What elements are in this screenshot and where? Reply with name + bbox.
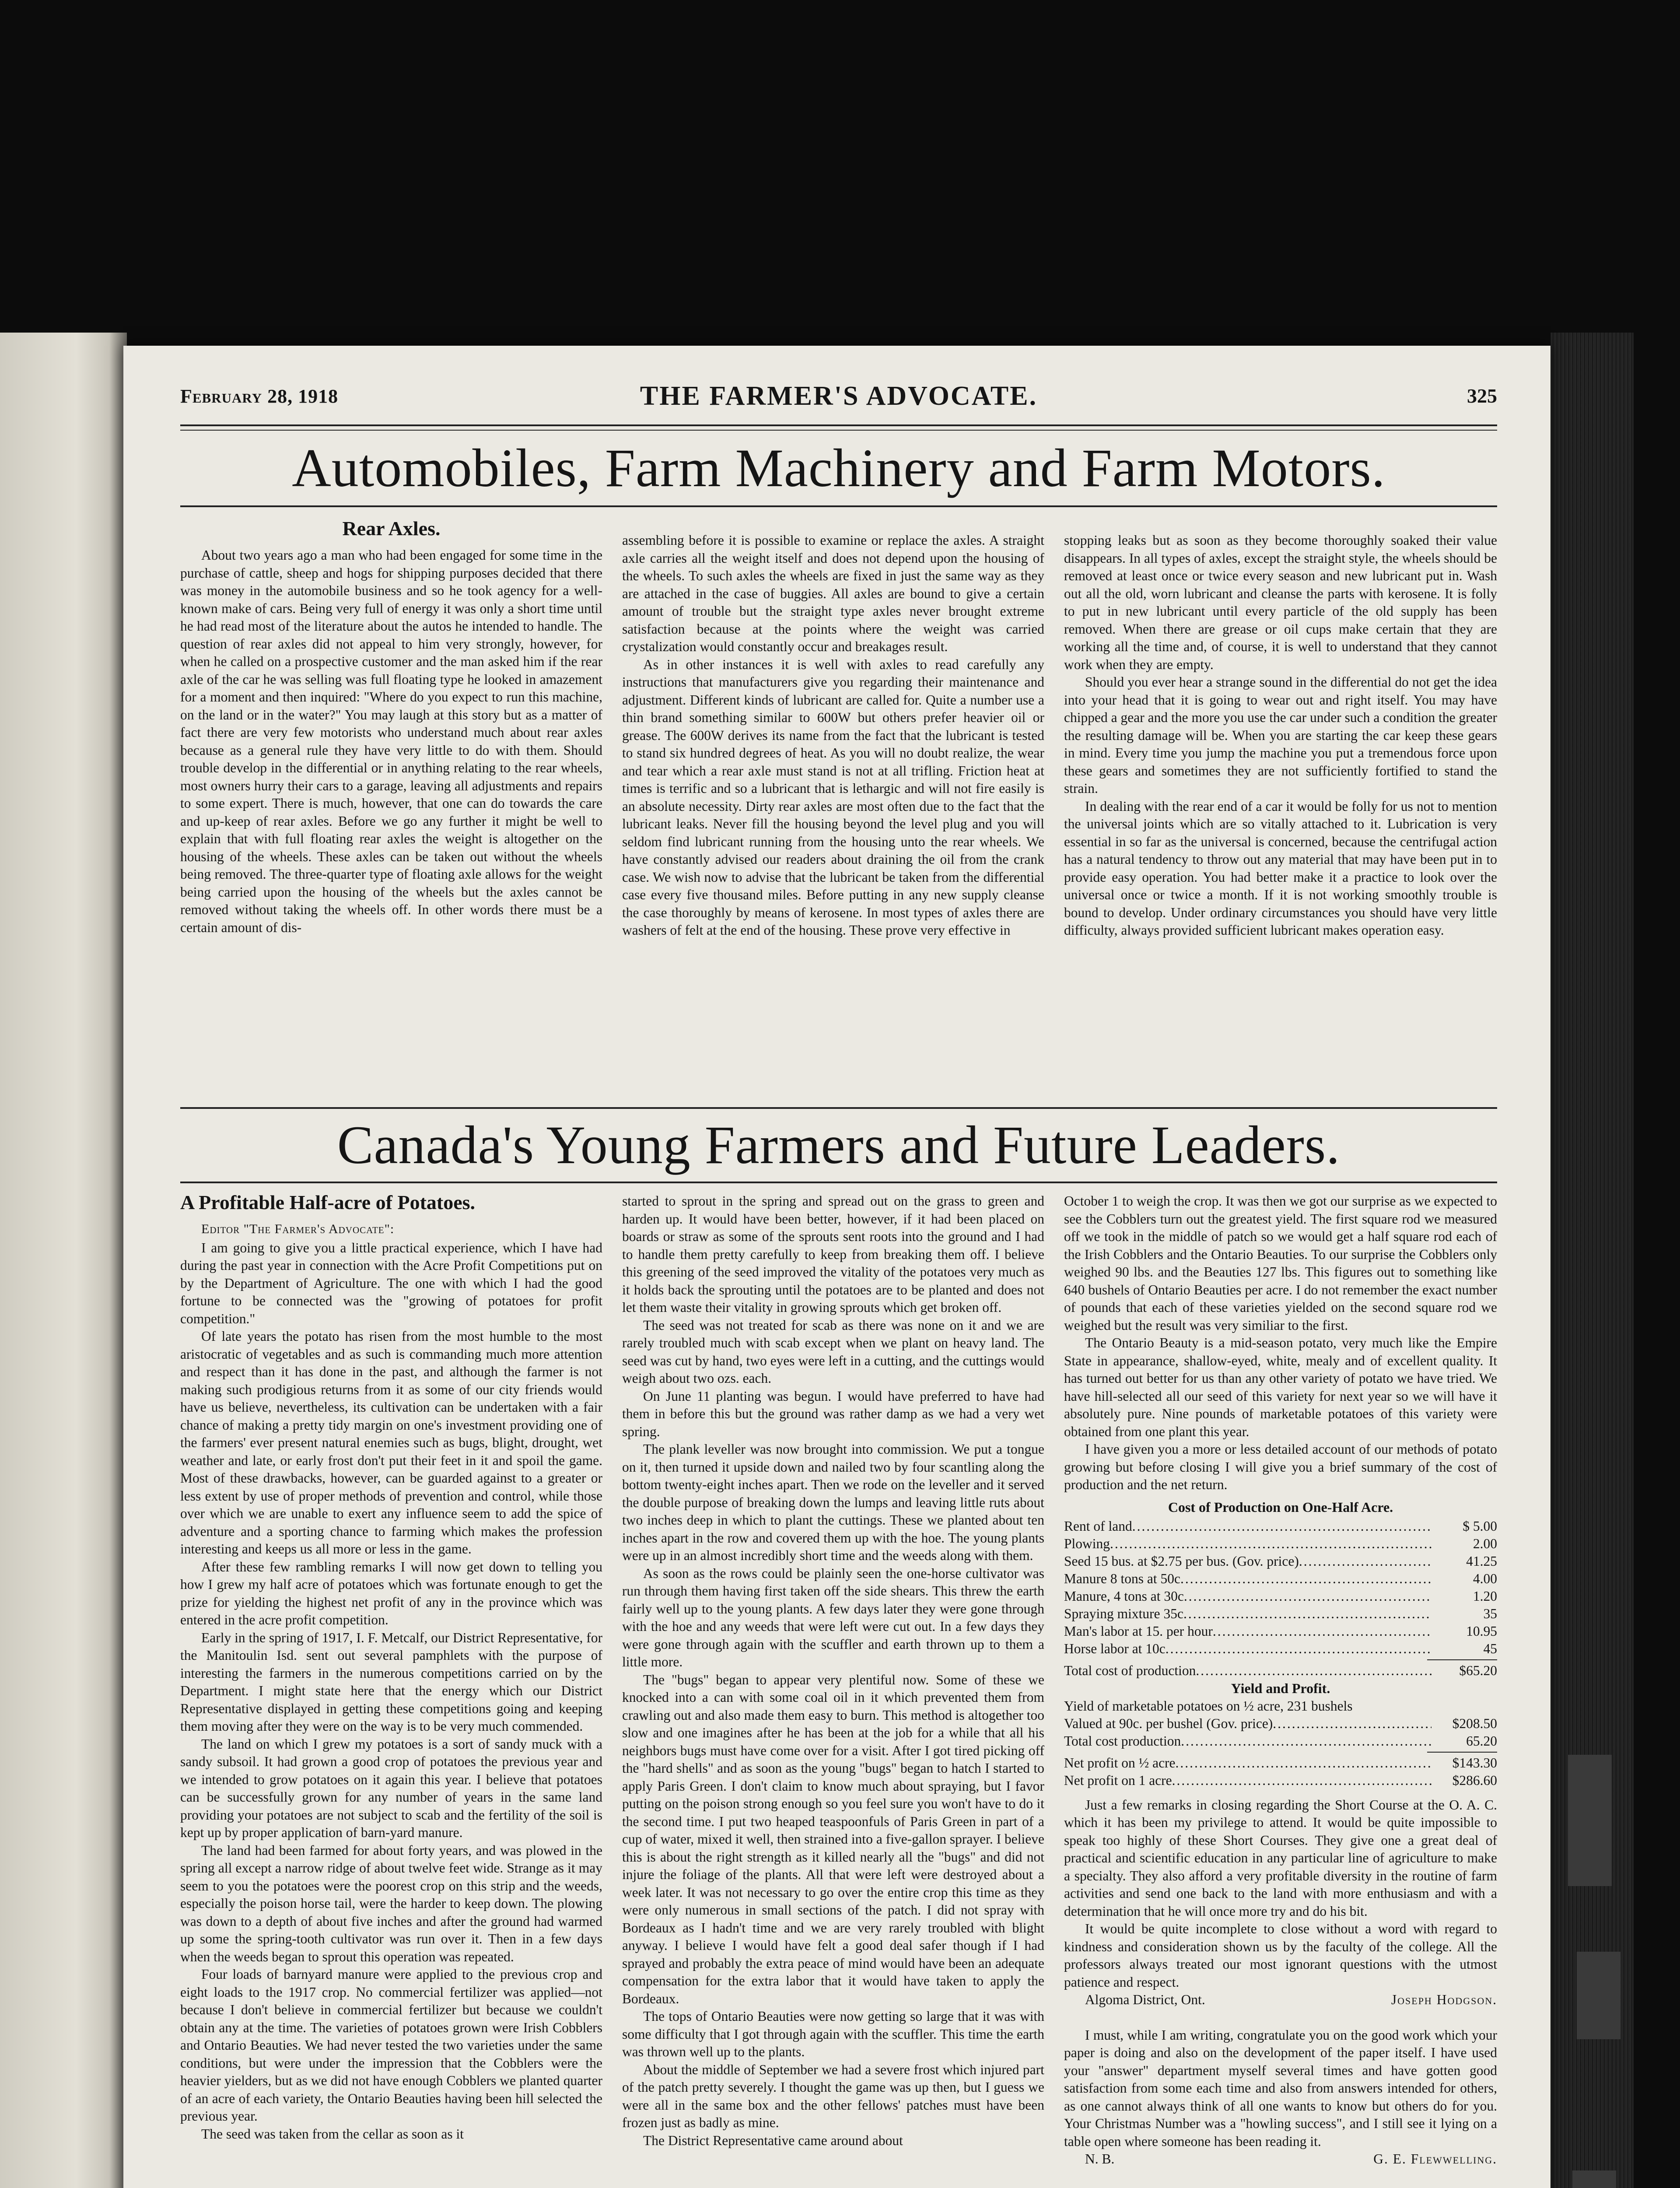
paragraph: Four loads of barnyard manure were applied to the previous crop and eight loads to the 1917 crop. No commercial fertilizer was applied—not because I don't believe in commercial fertilizer but because we couldn't obtain any at the time. The varieties of potatoes grown were Irish Cobblers and Ontario Beauties. We had never tested the two varieties under the same conditions, but were under the impression that the Cobblers were the heavier yielders, but as we did not have enough Cobblers we planted quarter of an acre of each variety, the Ontario Beauties having been hill selected the previous year. <box>180 1967 602 2124</box>
running-head <box>180 381 1497 416</box>
page-number: 325 <box>1467 385 1497 407</box>
cost-row: Seed 15 bus. at $2.75 per bus. (Gov. price) ..... 41.25 <box>1064 1553 1497 1570</box>
paragraph: stopping leaks but as soon as they become thoroughly soaked their value disappears. In all types of axles, except the straight style, the wheels should be removed at least once or twice every season and new lubricant put in. Wash out all the old, worn lubricant and cleanse the parts with kerosene. It is folly to put in new lubricant until every particle of the old supply has been removed. When there are grease or oil cups make certain that they are working all the time and, of course, it is well to understand that they cannot work when they are empty. <box>1064 533 1497 672</box>
magazine-page <box>123 346 1550 2188</box>
paragraph: started to sprout in the spring and spread out on the grass to green and harden up. It would have been better, however, if it had been placed on boards or straw as some of the sprouts sent roots into the ground and I had to handle them pretty carefully to keep from breaking them off. I believe this greening of the seed improved the vitality of the potatoes very much as it holds back the sprouting until the potatoes are to be planted and does not let them waste their vitality in growing sprouts which get broken off. <box>622 1193 1044 1315</box>
cost-row: Rent of land ..... $ 5.00 <box>1064 1518 1497 1535</box>
profit-row: Net profit on ½ acre ..... $143.30 <box>1064 1754 1497 1772</box>
article-potatoes-col-3 <box>1064 1192 1497 2168</box>
paragraph: The Ontario Beauty is a mid-season potato, very much like the Empire State in appearance, shallow-eyed, white, mealy and of excellent quality. It has turned out better for us than any other variety of potato we have tried. We have hill-selected all our seed of this variety for next year so we will have it absolutely pure. Nine pounds of marketable potatoes of this variety were obtained from one plant this year. <box>1064 1335 1497 1439</box>
editor-salutation: Editor "The Farmer's Advocate": <box>201 1222 395 1236</box>
cost-table <box>1064 1518 1497 1789</box>
article-rear-axles-col-1 <box>180 514 602 936</box>
article-title: Rear Axles. <box>342 517 441 540</box>
paragraph: The seed was taken from the cellar as soon as it <box>201 2126 464 2142</box>
paragraph: The land had been farmed for about forty years, and was plowed in the spring all except a narrow ridge of about twelve feet wide. Strange as it may seem to you the potatoes were the poorest crop on this strip and the weeds, especially the poison horse tail, were the harder to keep down. The plowing was down to a depth of about five inches and after the ground had warmed up some the spring-tooth cultivator was run over it. Then in a few days when the weeds began to sprout this operation was repeated. <box>180 1842 602 1964</box>
paragraph: The "bugs" began to appear very plentiful now. Some of these we knocked into a can with some coal oil in it which prevented them from crawling out and also made them easy to burn. This method is altogether too slow and one imagines after he has been at the job for a while that all his neighbors bugs must have come over for a visit. After I got tired picking off the "hard shells" and as soon as the young "bugs" began to hatch I started to apply Paris Green. I don't claim to know much about spraying, but I favor putting on the poison strong enough so you feel sure you won't have to do it the second time. I put two heaped teaspoonfuls of Paris Green in part of a cup of water, mixed it well, then strained into a five-gallon sprayer. I believe this is about the right strength as it killed nearly all the "bugs" and did not injure the foliage of the plants. All that were left were destroyed about a week later. It was not necessary to go over the entire crop this time as they were only numerous in small sections of the patch. I did not spray with Bordeaux as I hadn't time and we are very rarely troubled with blight anyway. I believe I would have felt a good deal safer though if I had sprayed and probably the extra peace of mind would have been an adequate compensation for the extra labor that it would have taken to apply the Bordeaux. <box>622 1672 1044 2006</box>
signature-flewwelling: N. B. G. E. Flewwelling. <box>1085 2151 1497 2167</box>
facing-page-edge <box>0 333 127 2188</box>
paragraph: I have given you a more or less detailed account of our methods of potato growing but before closing I will give you a brief summary of the cost of production and the net return. <box>1064 1441 1497 1492</box>
yield-text: Yield of marketable potatoes on ½ acre, 231 bushels <box>1064 1698 1353 1714</box>
article-title: A Profitable Half-acre of Potatoes. <box>180 1191 476 1213</box>
paragraph: Of late years the potato has risen from the most humble to the most aristocratic of vegetables and as such is commanding much more attention and respect than it has done in the past, and although the farmer is not making such prodigious returns from it as some of our city friends would have us believe, nevertheless, its cultivation can be undertaken with a fair chance of making a pretty tidy margin on one's investment providing one of the farmers' ever present natural enemies such as bugs, blight, drought, wet weather and late, or early frost don't put their feet in it and spoil the game. Most of these drawbacks, however, can be guarded against to a greater or less extent by use of proper methods of prevention and control, while those over which we are unable to exert any influence seem to add the spice of adventure and a sporting chance to farming which makes the profession interesting and keeps us all more or less in the game. <box>180 1329 602 1557</box>
cost-row: Horse labor at 10c ..... 45 <box>1064 1640 1497 1658</box>
article-potatoes-col-1 <box>180 1188 602 2143</box>
cost-row: Manure 8 tons at 50c ..... 4.00 <box>1064 1570 1497 1588</box>
yield-row: Total cost production ..... 65.20 <box>1064 1732 1497 1750</box>
paragraph: About two years ago a man who had been engaged for some time in the purchase of cattle, sheep and hogs for shipping purposes decided that there was money in the automobile business and so he took agency for a well-known make of cars. Being very full of energy it was only a short time until he had read most of the literature about the autos he intended to handle. The question of rear axles did not appeal to him very strongly, however, for when he called on a prospective customer and the man asked him if the rear axle of the car he was selling was full floating type he looked in amazement for a moment and then inquired: "Where do you expect to run this machine, on the land or in the water?" You may laugh at this story but as a matter of fact there are very few motorists who understand much about rear axles because as a general rule they have very little to do with them. Should trouble develop in the differential or in anything relating to the rear wheels, most owners hurry their cars to a garage, leaving all adjustments and repairs to some expert. There is much, however, that one can do towards the care and up-keep of rear axles. Before we go any further it might be well to explain that with full floating rear axles the weight is altogether on the housing of the wheels. These axles can be taken out without the wheels being removed. The three-quarter type of floating axle allows for the weight being carried upon the housing of the wheels but the axles cannot be removed without taking the wheels off. In other words there must be a certain amount of dis- <box>180 547 602 935</box>
paragraph: On June 11 planting was begun. I would have preferred to have had them in before this but the ground was rather damp as we had a very wet spring. <box>622 1388 1044 1439</box>
cost-total-row: Total cost of production ..... $65.20 <box>1064 1662 1497 1680</box>
profit-row: Net profit on 1 acre ..... $286.60 <box>1064 1772 1497 1789</box>
publication-title: THE FARMER'S ADVOCATE. <box>640 381 1038 411</box>
article-rear-axles-col-2 <box>622 532 1044 940</box>
cost-row: Spraying mixture 35c ..... 35 <box>1064 1605 1497 1623</box>
paragraph: About the middle of September we had a severe frost which injured part of the patch pretty severely. I thought the game was up then, but I guess we were all in the same box and the other fellows' patches must have been frozen just as badly as mine. <box>622 2062 1044 2130</box>
paragraph: The plank leveller was now brought into commission. We put a tongue on it, then turned it upside down and nailed two by four scantling along the bottom twenty-eight inches apart. Then we rode on the leveller and it served the double purpose of breaking down the lumps and leaving little ruts about two inches deep in which to plant the cuttings. These we planted about ten inches apart in the row and covered them up with the hoe. The young plants were up in an almost incredibly short time and the weeds along with them. <box>622 1441 1044 1563</box>
paragraph: Early in the spring of 1917, I. F. Metcalf, our District Representative, for the Manitoulin Isd. sent out several pamphlets with the purpose of interesting the farmers in the numerous competitions carried on by the Department. I might state here that the energy which our District Representative displayed in getting these competitions going and keeping them moving after they were on the way is to be very much commended. <box>180 1630 602 1734</box>
paragraph: The tops of Ontario Beauties were now getting so large that it was with some difficulty that I got through again with the scuffler. This time the earth was thrown well up to the plants. <box>622 2009 1044 2059</box>
paragraph: As in other instances it is well with axles to read carefully any instructions that manufacturers give you regarding their maintenance and adjustment. Different kinds of lubricant are called for. Quite a number use a thin brand something similar to 600W but others prefer heavier oil or grease. The 600W derives its name from the fact that the lubricant is tested to stand six hundred degrees of heat. As you will no doubt realize, the wear and tear which a rear axle must stand is not at all trifling. Friction heat at times is terrific and so a lubricant that is lethargic and will not fire easily is an absolute necessity. Dirty rear axles are most often due to the fact that the lubricant leaks. Never fill the housing beyond the level plug and you will seldom find lubricant running from the housing unto the rear wheels. We have constantly advised our readers about draining the oil from the crank case. We wish now to advise that the lubricant be taken from the differential case every five thousand miles. Before putting in any new supply cleanse the case thoroughly by means of kerosene. In most types of axles there are washers of felt at the end of the housing. These prove very effective in <box>622 656 1044 938</box>
section-heading-young-farmers: Canada's Young Farmers and Future Leaders. <box>337 1115 1340 1175</box>
yield-row: Valued at 90c. per bushel (Gov. price) ..... $208.50 <box>1064 1715 1497 1732</box>
issue-date: February 28, 1918 <box>180 386 339 407</box>
signature-hodgson: Algoma District, Ont. Joseph Hodgson. <box>1085 1992 1497 2007</box>
cost-row: Manure, 4 tons at 30c ..... 1.20 <box>1064 1588 1497 1605</box>
paragraph: After these few rambling remarks I will now get down to telling you how I grew my half acre of potatoes which was fortunate enough to get the prize for yielding the highest net profit of any in the province which was entered in the acre profit competition. <box>180 1559 602 1627</box>
paragraph: October 1 to weigh the crop. It was then we got our surprise as we expected to see the Cobblers turn out the greatest yield. The first square rod we measured off we took in the middle of patch so we would get a half square rod each of the Irish Cobblers and the Ontario Beauties. To our surprise the Cobblers only weighed 90 lbs. and the Beauties 127 lbs. This figures out to something like 640 bushels of Ontario Beauties per acre. I do not remember the exact number of pounds that each of these varieties yielded on the second square rod we weighed but the result was very similiar to the first. <box>1064 1193 1497 1333</box>
paragraph: The seed was not treated for scab as there was none on it and we are rarely troubled much with scab except when we plant on heavy land. The seed was cut by hand, two eyes were left in a cutting, and the cuttings would weigh about two ozs. each. <box>622 1317 1044 1386</box>
paragraph: I must, while I am writing, congratulate you on the good work which your paper is doing and also on the development of the paper itself. I have used your "answer" department myself several times and have gotten good satisfaction from some each time and also from answers intended for others, as one cannot always think of all one wants to know but others do for you. Your Christmas Number was a "howling success", and I still see it lying on a table open where someone has been reading it. <box>1064 2027 1497 2149</box>
article-rear-axles-col-3 <box>1064 532 1497 940</box>
paragraph: The District Representative came around about <box>643 2132 903 2148</box>
cost-row: Plowing ..... 2.00 <box>1064 1535 1497 1553</box>
cost-row: Man's labor at 15. per hour ..... 10.95 <box>1064 1623 1497 1640</box>
paragraph: Should you ever hear a strange sound in the differential do not get the idea into your head that it is going to wear out and right itself. You may have chipped a gear and the more you use the car under such a condition the greater the resulting damage will be. When you are starting the car keep these gears in mind. Every time you jump the machine you put a tremendous force upon these gears and sometimes they are not sufficiently fortified to stand the strain. <box>1064 674 1497 796</box>
paragraph: It would be quite incomplete to close without a word with regard to kindness and consideration shown us by the faculty of the college. All the professors always treated our most ignorant questions with the utmost patience and respect. <box>1064 1921 1497 1990</box>
section-heading-automobiles: Automobiles, Farm Machinery and Farm Motors. <box>292 438 1386 498</box>
yield-title: Yield and Profit. <box>1231 1680 1330 1696</box>
paragraph: As soon as the rows could be plainly seen the one-horse cultivator was run through them having first taken off the side shears. This threw the earth fairly well up to the young plants. A few days later they were gone through with the hoe and any weeds that were left were cut out. In a few days they were gone through again with the scuffler and earth thrown up to them a little more. <box>622 1565 1044 1669</box>
cost-table-title: Cost of Production on One-Half Acre. <box>1168 1499 1393 1515</box>
book-page-edges <box>1550 333 1634 2188</box>
article-potatoes-col-2 <box>622 1192 1044 2149</box>
paragraph: I am going to give you a little practical experience, which I have had during the past year in connection with the Acre Profit Competitions put on by the Department of Agriculture. The one with which I had the good fortune to be connected was the "growing of potatoes for profit competition." <box>180 1240 602 1326</box>
paragraph: Just a few remarks in closing regarding the Short Course at the O. A. C. which it has been my privilege to attend. It would be quite impossible to speak too highly of these Short Courses. They give one a great deal of practical and scientific education in any particular line of agriculture to make a specialty. They also afford a very profitable diversity in the routine of farm activities and send one back to the land with more enthusiasm and with a determination that he will once more try and do his bit. <box>1064 1797 1497 1919</box>
paragraph: assembling before it is possible to examine or replace the axles. A straight axle carries all the weight itself and does not depend upon the housing of the wheels. To such axles the wheels are fixed in just the same way as they are attached in the case of buggies. All axles are bound to give a certain amount of trouble but the straight type axles never brought extreme satisfaction because at the points where the weight was carried crystalization would constantly occur and breakages result. <box>622 533 1044 654</box>
paragraph: In dealing with the rear end of a car it would be folly for us not to mention the universal joints which are so vitally attached to it. Lubrication is very essential in so far as the universal is concerned, because the centrifugal action has a natural tendency to throw out any material that may have been put in to provide easy operation. You had better make it a practice to look over the universal once or twice a month. If it is not working smoothly trouble is bound to develop. Under ordinary circumstances you should have very little difficulty, always provided sufficient lubricant makes operation easy. <box>1064 798 1497 938</box>
paragraph: The land on which I grew my potatoes is a sort of sandy muck with a sandy subsoil. It had grown a good crop of potatoes the previous year and we intended to grow potatoes on it again this year. I believe that potatoes can be successfully grown for any number of years in the same land providing your potatoes are not subject to scab and the fertility of the soil is kept up by proper application of barn-yard manure. <box>180 1736 602 1840</box>
